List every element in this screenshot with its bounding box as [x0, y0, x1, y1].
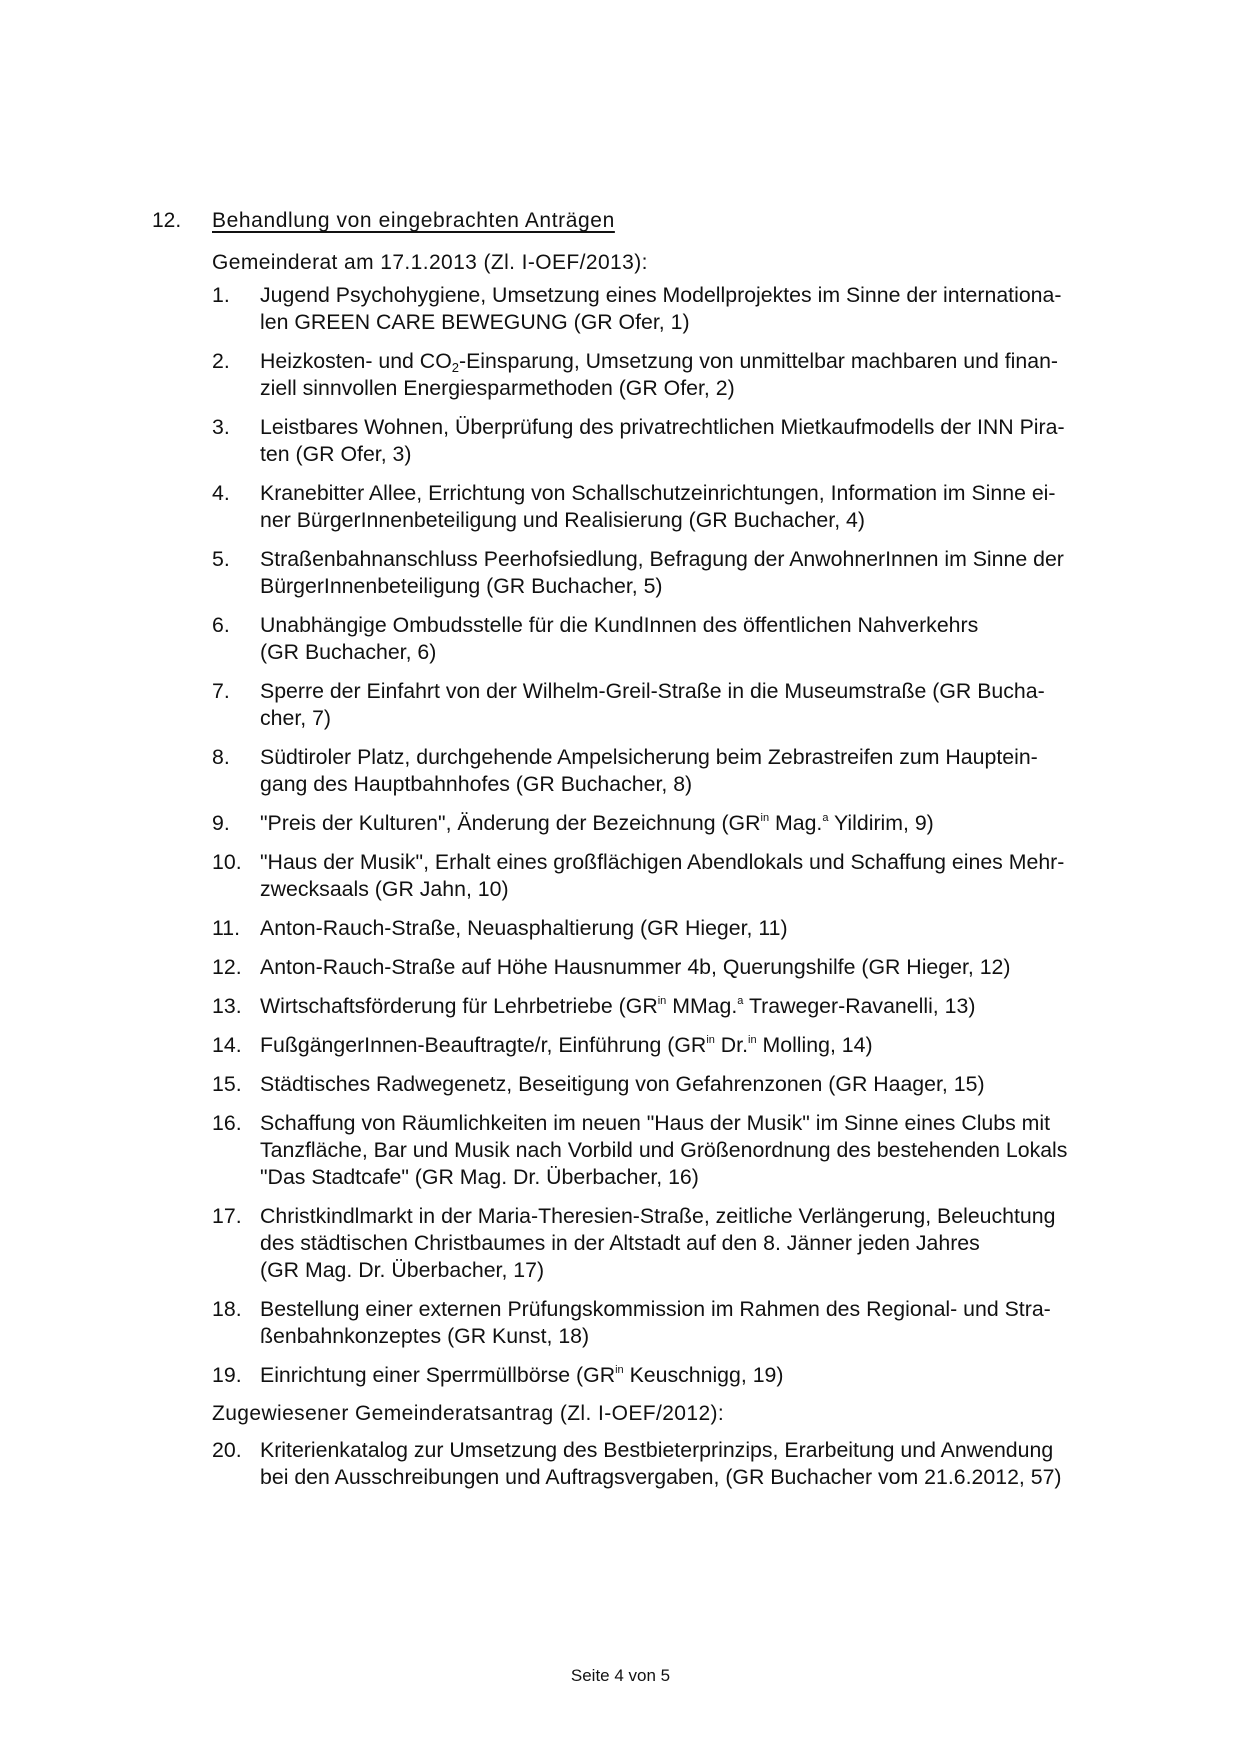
page-footer: Seite 4 von 5 [570, 1666, 671, 1685]
motions-list [212, 282, 1142, 1389]
group-heading-gemeinderat: Gemeinderat am 17.1.2013 (Zl. I-OEF/2013): [212, 251, 648, 274]
item-text: Anton-Rauch-Straße, Neuasphaltierung (GR Hieger, 11) [260, 916, 788, 940]
item-number: 7. [212, 679, 230, 703]
item-number: 13. [212, 994, 242, 1018]
list-item [212, 993, 1200, 1020]
item-text: Wirtschaftsförderung für Lehrbetriebe ($GR^{in}$ MMag.$^a$ Traweger-Ravanelli, 13) [260, 994, 976, 1018]
item-text: Leistbares Wohnen, Überprüfung des privatrechtlichen Mietkaufmodells der INN Pira- ten (GR Ofer, 3) [260, 415, 1065, 466]
item-number: 1. [212, 283, 230, 307]
list-item [212, 915, 1200, 942]
item-text: "Preis der Kulturen", Änderung der Bezeichnung ($GR^{in}$ Mag.$^a$ Yildirim, 9) [260, 811, 934, 835]
item-number: 3. [212, 415, 230, 439]
item-number: 19. [212, 1363, 242, 1387]
item-number: 2. [212, 349, 230, 373]
list-item [212, 849, 1200, 903]
item-text: Einrichtung einer Sperrmüllbörse ($GR^{in}$ Keuschnigg, 19) [260, 1363, 784, 1387]
item-text: Kriterienkatalog zur Umsetzung des Bestbieterprinzips, Erarbeitung und Anwendung bei den Ausschreibungen und Auftragsvergaben, (GR Buchacher vom 21.6.2012, 57) [260, 1438, 1062, 1489]
section-heading [152, 209, 1142, 235]
item-number: 14. [212, 1033, 242, 1057]
list-item [212, 954, 1200, 981]
list-item [212, 1203, 1200, 1284]
item-text: Heizkosten- und $CO_2$-Einsparung, Umsetzung von unmittelbar machbaren und finan- ziell sinnvollen Energiesparmethoden (GR Ofer, 2) [260, 349, 1059, 400]
list-item [212, 678, 1200, 732]
list-item [212, 282, 1200, 336]
item-text: Südtiroler Platz, durchgehende Ampelsicherung beim Zebrastreifen zum Hauptein- gang des Hauptbahnhofes (GR Buchacher, 8) [260, 745, 1038, 796]
item-number: 4. [212, 481, 230, 505]
item-text: Christkindlmarkt in der Maria-Theresien-Straße, zeitliche Verlängerung, Beleuchtung des städtischen Christbaumes in der Altstadt auf den 8. Jänner jeden Jahres (GR Mag. Dr. Überbacher, 17) [260, 1204, 1056, 1282]
item-text: FußgängerInnen-Beauftragte/r, Einführung ($GR^{in}$ Dr.$^{in}$ Molling, 14) [260, 1033, 873, 1057]
list-item [212, 1110, 1200, 1191]
list-item [212, 480, 1200, 534]
assigned-motions-list [212, 1437, 1142, 1491]
group-heading-zugewiesen: Zugewiesener Gemeinderatsantrag (Zl. I-OEF/2012): [212, 1402, 725, 1425]
section-number: 12. [152, 209, 182, 232]
list-item [212, 1032, 1200, 1059]
item-number: 20. [212, 1438, 242, 1462]
list-item [212, 1437, 1200, 1491]
item-text: Sperre der Einfahrt von der Wilhelm-Greil-Straße in die Museumstraße (GR Bucha- cher, 7) [260, 679, 1045, 730]
item-number: 6. [212, 613, 230, 637]
item-number: 12. [212, 955, 242, 979]
item-text: Kranebitter Allee, Errichtung von Schallschutzeinrichtungen, Information im Sinne ei- ner BürgerInnenbeteiligung und Realisierung (GR Buchacher, 4) [260, 481, 1056, 532]
item-text: Jugend Psychohygiene, Umsetzung eines Modellprojektes im Sinne der internationa- len GREEN CARE BEWEGUNG (GR Ofer, 1) [260, 283, 1062, 334]
item-number: 18. [212, 1297, 242, 1321]
item-number: 16. [212, 1111, 242, 1135]
item-text: Bestellung einer externen Prüfungskommission im Rahmen des Regional- und Stra- ßenbahnkonzeptes (GR Kunst, 18) [260, 1297, 1051, 1348]
list-item [212, 348, 1200, 402]
item-text: Straßenbahnanschluss Peerhofsiedlung, Befragung der AnwohnerInnen im Sinne der BürgerInnenbeteiligung (GR Buchacher, 5) [260, 547, 1064, 598]
item-number: 5. [212, 547, 230, 571]
item-text: Städtisches Radwegenetz, Beseitigung von Gefahrenzonen (GR Haager, 15) [260, 1072, 985, 1096]
item-number: 10. [212, 850, 242, 874]
list-item [212, 744, 1200, 798]
list-item [212, 612, 1200, 666]
list-item [212, 1296, 1200, 1350]
list-item [212, 810, 1200, 837]
agenda-section [152, 209, 1142, 1503]
item-number: 17. [212, 1204, 242, 1228]
item-number: 8. [212, 745, 230, 769]
list-item [212, 1071, 1200, 1098]
item-number: 11. [212, 916, 241, 940]
section-title: Behandlung von eingebrachten Anträgen [212, 209, 615, 232]
item-number: 9. [212, 811, 230, 835]
item-text: Schaffung von Räumlichkeiten im neuen "Haus der Musik" im Sinne eines Clubs mit Tanzfläche, Bar und Musik nach Vorbild und Größenordnung des bestehenden Lokals "Das Stadtcafe" (GR Mag. Dr. Überbacher, 16) [260, 1111, 1068, 1189]
list-item [212, 414, 1200, 468]
item-text: Anton-Rauch-Straße auf Höhe Hausnummer 4b, Querungshilfe (GR Hieger, 12) [260, 955, 1011, 979]
list-item [212, 1362, 1200, 1389]
item-text: Unabhängige Ombudsstelle für die KundInnen des öffentlichen Nahverkehrs (GR Buchacher, 6) [260, 613, 979, 664]
item-number: 15. [212, 1072, 242, 1096]
list-item [212, 546, 1200, 600]
item-text: "Haus der Musik", Erhalt eines großflächigen Abendlokals und Schaffung eines Mehr- zwecksaals (GR Jahn, 10) [260, 850, 1065, 901]
